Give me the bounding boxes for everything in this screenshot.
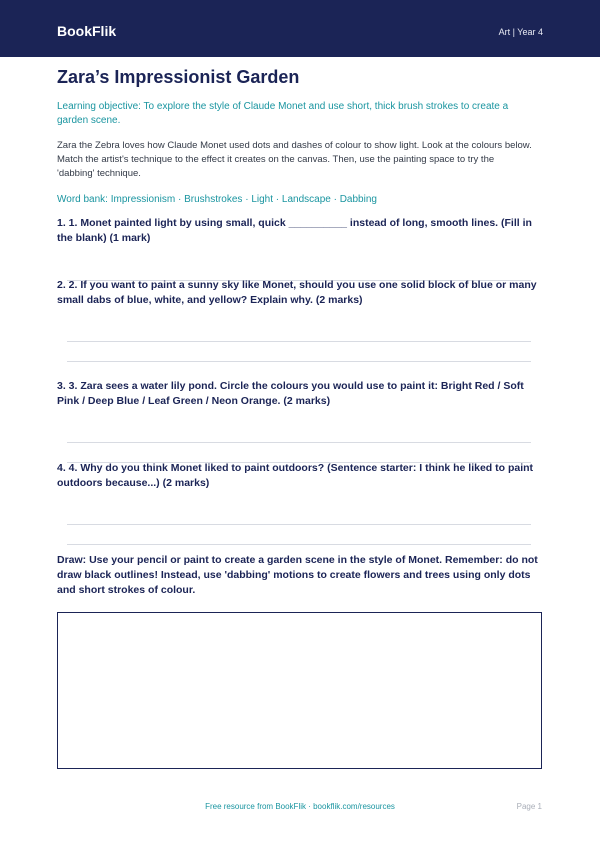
subject-year-label: Art | Year 4 <box>498 27 543 37</box>
drawing-area[interactable] <box>57 612 542 769</box>
question-4: 4. 4. Why do you think Monet liked to paint outdoors? (Sentence starter: I think he liked to paint outdoors because...) (2 marks) <box>57 462 534 489</box>
draw-instruction: Draw: Use your pencil or paint to create a garden scene in the style of Monet. Remember: do not draw black outlines! Instead, use 'dabbing' motions to create flowers and trees using only dots and short strokes of colour. <box>57 554 538 596</box>
answer-line[interactable] <box>67 544 531 545</box>
word-bank: Word bank: Impressionism · Brushstrokes · Light · Landscape · Dabbing <box>57 194 377 205</box>
header-bar <box>0 0 600 57</box>
question-1: 1. 1. Monet painted light by using small, quick __________ instead of long, smooth lines. (Fill in the blank) (1 mark) <box>57 217 532 244</box>
worksheet-intro <box>57 66 532 207</box>
question-3: 3. 3. Zara sees a water lily pond. Circle the colours you would use to paint it: Bright Red / Soft Pink / Deep Blue / Leaf Green / Neon Orange. (2 marks) <box>57 380 524 407</box>
learning-objective: Learning objective: To explore the style of Claude Monet and use short, thick brush strokes to create a garden scene. <box>57 101 509 126</box>
answer-line[interactable] <box>67 524 531 525</box>
brand-logo-text: BookFlik <box>57 23 117 39</box>
answer-line[interactable] <box>67 341 531 342</box>
intro-paragraph: Zara the Zebra loves how Claude Monet used dots and dashes of colour to show light. Look at the colours below. Match the artist's technique to the effect it creates on the canvas. Then, use the painting space to try the 'dabbing' technique. <box>57 140 532 179</box>
answer-line[interactable] <box>67 442 531 443</box>
footer-credit[interactable]: Free resource from BookFlik · bookflik.com/resources <box>205 802 395 811</box>
answer-line[interactable] <box>67 361 531 362</box>
page-number: Page 1 <box>516 802 542 811</box>
question-2: 2. 2. If you want to paint a sunny sky like Monet, should you use one solid block of blue or many small dabs of blue, white, and yellow? Explain why. (2 marks) <box>57 279 537 306</box>
page-title: Zara’s Impressionist Garden <box>57 67 300 87</box>
